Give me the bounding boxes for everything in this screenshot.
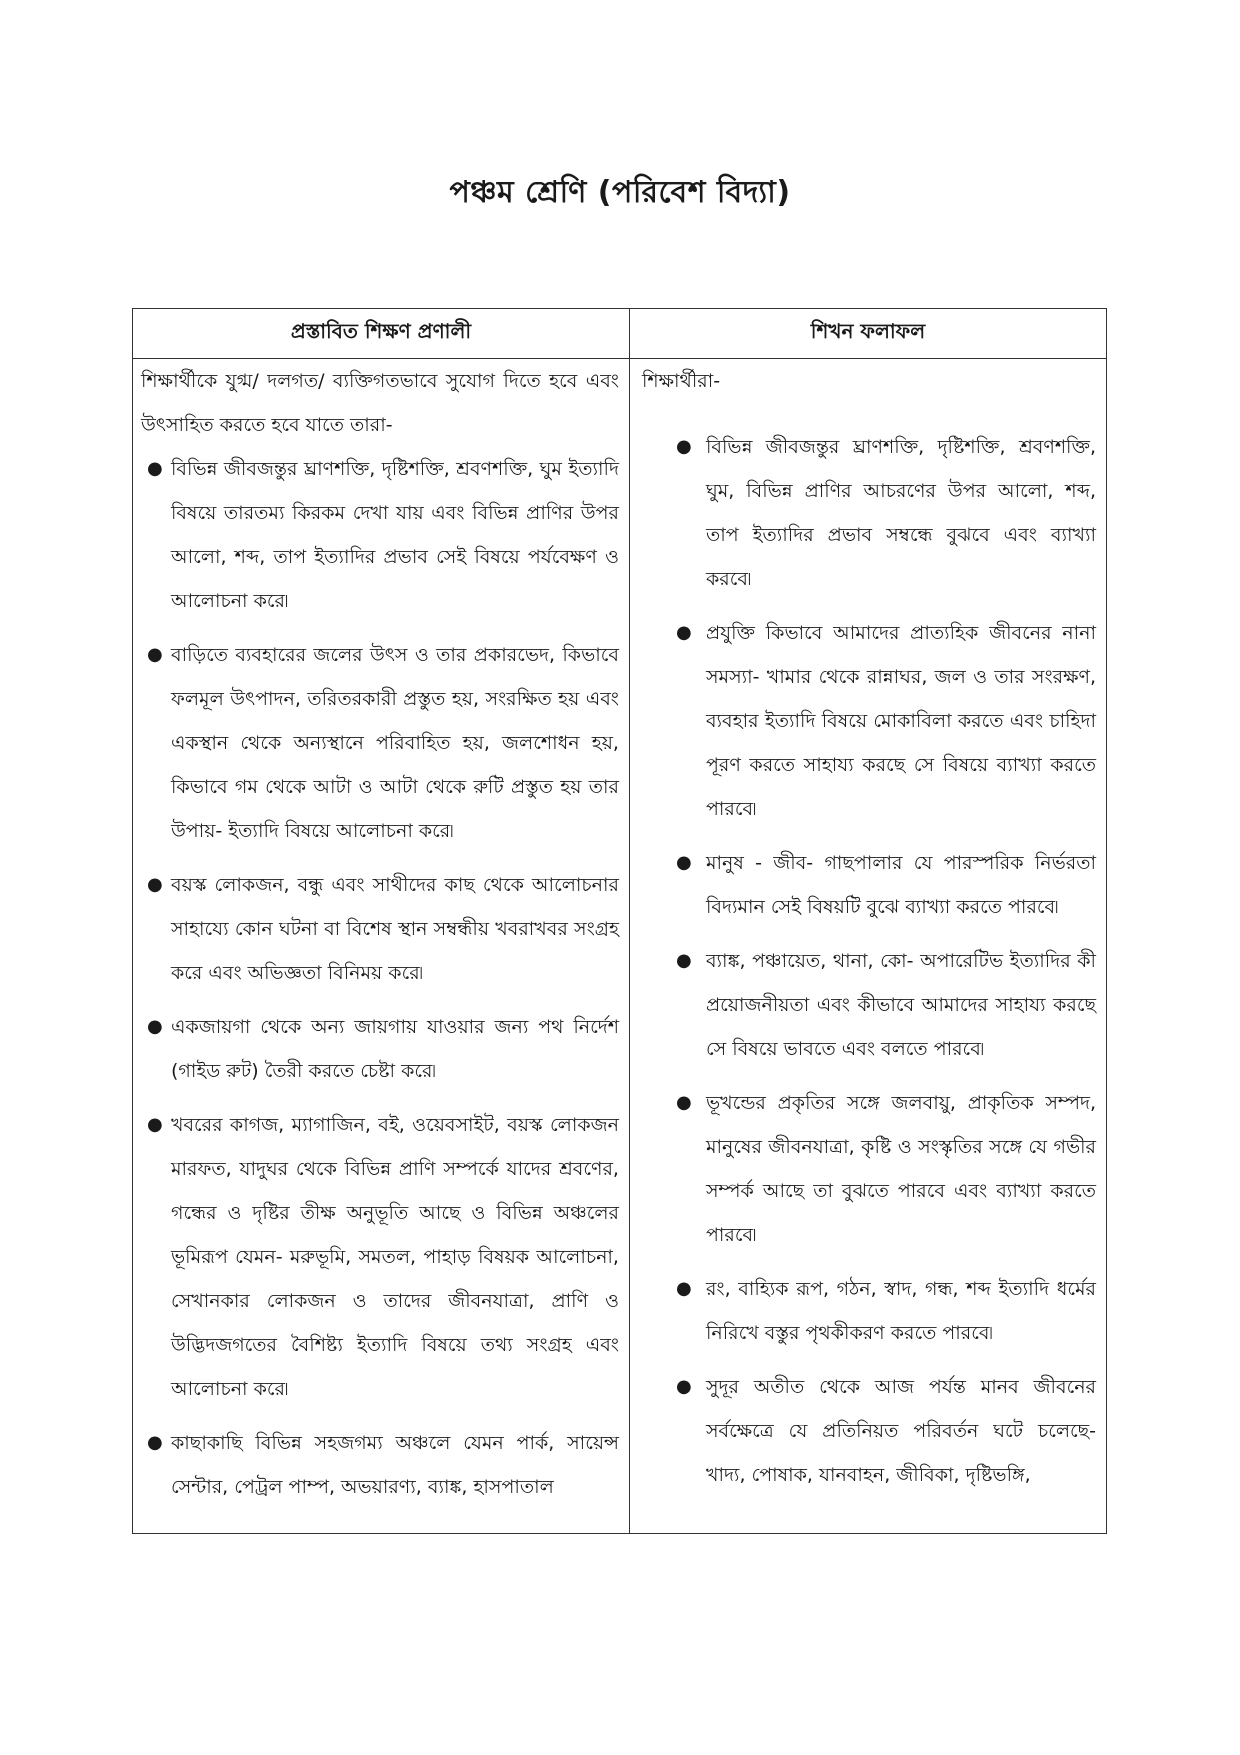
- bullet-icon: ●: [675, 1278, 692, 1299]
- bullet-icon: ●: [675, 950, 692, 971]
- list-item: ● একজায়গা থেকে অন্য জায়গায় যাওয়ার জন্য পথ নির্দেশ (গাইড রুট) তৈরী করতে চেষ্টা করে৷: [141, 1005, 619, 1093]
- page-title: পঞ্চম শ্রেণি (পরিবেশ বিদ্যা): [449, 175, 791, 210]
- list-item: ● কাছাকাছি বিভিন্ন সহজগম্য অঞ্চলে যেমন পার্ক, সায়েন্স সেন্টার, পেট্রল পাম্প, অভয়ারণ্য, ব্যাঙ্ক, হাসপাতাল: [141, 1421, 619, 1509]
- bullet-icon: ●: [147, 1016, 163, 1037]
- bullet-icon: ●: [675, 852, 692, 873]
- table-header-row: [133, 309, 1106, 359]
- list-item: ● বিভিন্ন জীবজন্তুর ঘ্রাণশক্তি, দৃষ্টিশক্তি, শ্রবণশক্তি, ঘুম ইত্যাদি বিষয়ে তারতম্য কিরকম দেখা যায় এবং বিভিন্ন প্রাণির উপর আলো, শব্দ, তাপ ইত্যাদির প্রভাব সেই বিষয়ে পর্যবেক্ষণ ও আলোচনা করে৷: [141, 447, 619, 623]
- bullet-icon: ●: [147, 458, 163, 479]
- table-body-row: [133, 359, 1106, 1533]
- list-item: ● সুদূর অতীত থেকে আজ পর্যন্ত মানব জীবনের সর্বক্ষেত্রে যে প্রতিনিয়ত পরিবর্তন ঘটে চলেছে- খাদ্য, পোষাক, যানবাহন, জীবিকা, দৃষ্টিভঙ্গি,: [642, 1365, 1096, 1497]
- learning-outcome-cell: [630, 359, 1106, 1533]
- bullet-icon: ●: [147, 644, 163, 665]
- bullet-icon: ●: [147, 1432, 163, 1453]
- list-item: ● প্রযুক্তি কিভাবে আমাদের প্রাত্যহিক জীবনের নানা সমস্যা- খামার থেকে রান্নাঘর, জল ও তার সংরক্ষণ, ব্যবহার ইত্যাদি বিষয়ে মোকাবিলা করতে এবং চাহিদা পূরণ করতে সাহায্য করছে সে বিষয়ে ব্যাখ্যা করতে পারবে৷: [642, 611, 1096, 831]
- bullet-icon: ●: [675, 1376, 692, 1397]
- list-item: ● বাড়িতে ব্যবহারের জলের উৎস ও তার প্রকারভেদ, কিভাবে ফলমূল উৎপাদন, তরিতরকারী প্রস্তুত হয়, সংরক্ষিত হয় এবং একস্থান থেকে অন্যস্থানে পরিবাহিত হয়, জলশোধন হয়, কিভাবে গম থেকে আটা ও আটা থেকে রুটি প্রস্তুত হয় তার উপায়- ইত্যাদি বিষয়ে আলোচনা করে৷: [141, 633, 619, 853]
- teaching-method-intro: শিক্ষার্থীকে যুগ্ম/ দলগত/ ব্যক্তিগতভাবে সুযোগ দিতে হবে এবং উৎসাহিত করতে হবে যাতে তারা-: [141, 370, 619, 436]
- teaching-method-list: [141, 447, 619, 1509]
- list-item: ● মানুষ - জীব- গাছপালার যে পারস্পরিক নির্ভরতা বিদ্যমান সেই বিষয়টি বুঝে ব্যাখ্যা করতে পারবে৷: [642, 841, 1096, 929]
- header-learning-outcome: শিখন ফলাফল: [810, 319, 926, 343]
- list-item: ● ব্যাঙ্ক, পঞ্চায়েত, থানা, কো- অপারেটিভ ইত্যাদির কী প্রয়োজনীয়তা এবং কীভাবে আমাদের সাহায্য করছে সে বিষয়ে ভাবতে এবং বলতে পারবে৷: [642, 939, 1096, 1071]
- learning-outcome-intro: শিক্ষার্থীরা-: [641, 370, 721, 392]
- bullet-icon: ●: [675, 1092, 692, 1113]
- bullet-icon: ●: [675, 436, 692, 457]
- list-item: ● বিভিন্ন জীবজন্তুর ঘ্রাণশক্তি, দৃষ্টিশক্তি, শ্রবণশক্তি, ঘুম, বিভিন্ন প্রাণির আচরণের উপর আলো, শব্দ, তাপ ইত্যাদির প্রভাব সম্বন্ধে বুঝবে এবং ব্যাখ্যা করবে৷: [642, 425, 1096, 601]
- bullet-icon: ●: [147, 1114, 163, 1135]
- list-item: ● খবরের কাগজ, ম্যাগাজিন, বই, ওয়েবসাইট, বয়স্ক লোকজন মারফত, যাদুঘর থেকে বিভিন্ন প্রাণি সম্পর্কে যাদের শ্রবণের, গন্ধের ও দৃষ্টির তীক্ষ অনুভূতি আছে ও বিভিন্ন অঞ্চলের ভূমিরূপ যেমন- মরুভূমি, সমতল, পাহাড় বিষয়ক আলোচনা, সেখানকার লোকজন ও তাদের জীবনযাত্রা, প্রাণি ও উদ্ভিদজগতের বৈশিষ্ট্য ইত্যাদি বিষয়ে তথ্য সংগ্রহ এবং আলোচনা করে৷: [141, 1103, 619, 1411]
- learning-outcome-list: [642, 425, 1096, 1497]
- teaching-method-cell: [133, 359, 630, 1533]
- list-item: ● রং, বাহ্যিক রূপ, গঠন, স্বাদ, গন্ধ, শব্দ ইত্যাদি ধর্মের নিরিখে বস্তুর পৃথকীকরণ করতে পারবে৷: [642, 1267, 1096, 1355]
- list-item: ● ভূখন্ডের প্রকৃতির সঙ্গে জলবায়ু, প্রাকৃতিক সম্পদ, মানুষের জীবনযাত্রা, কৃষ্টি ও সংস্কৃতির সঙ্গে যে গভীর সম্পর্ক আছে তা বুঝতে পারবে এবং ব্যাখ্যা করতে পারবে৷: [642, 1081, 1096, 1257]
- bullet-icon: ●: [675, 622, 692, 643]
- header-teaching-method: প্রস্তাবিত শিক্ষণ প্রণালী: [133, 309, 630, 358]
- list-item: ● বয়স্ক লোকজন, বন্ধু এবং সাথীদের কাছ থেকে আলোচনার সাহায্যে কোন ঘটনা বা বিশেষ স্থান সম্বন্ধীয় খবরাখবর সংগ্রহ করে এবং অভিজ্ঞতা বিনিময় করে৷: [141, 863, 619, 995]
- content-table: [132, 308, 1107, 1534]
- bullet-icon: ●: [147, 874, 163, 895]
